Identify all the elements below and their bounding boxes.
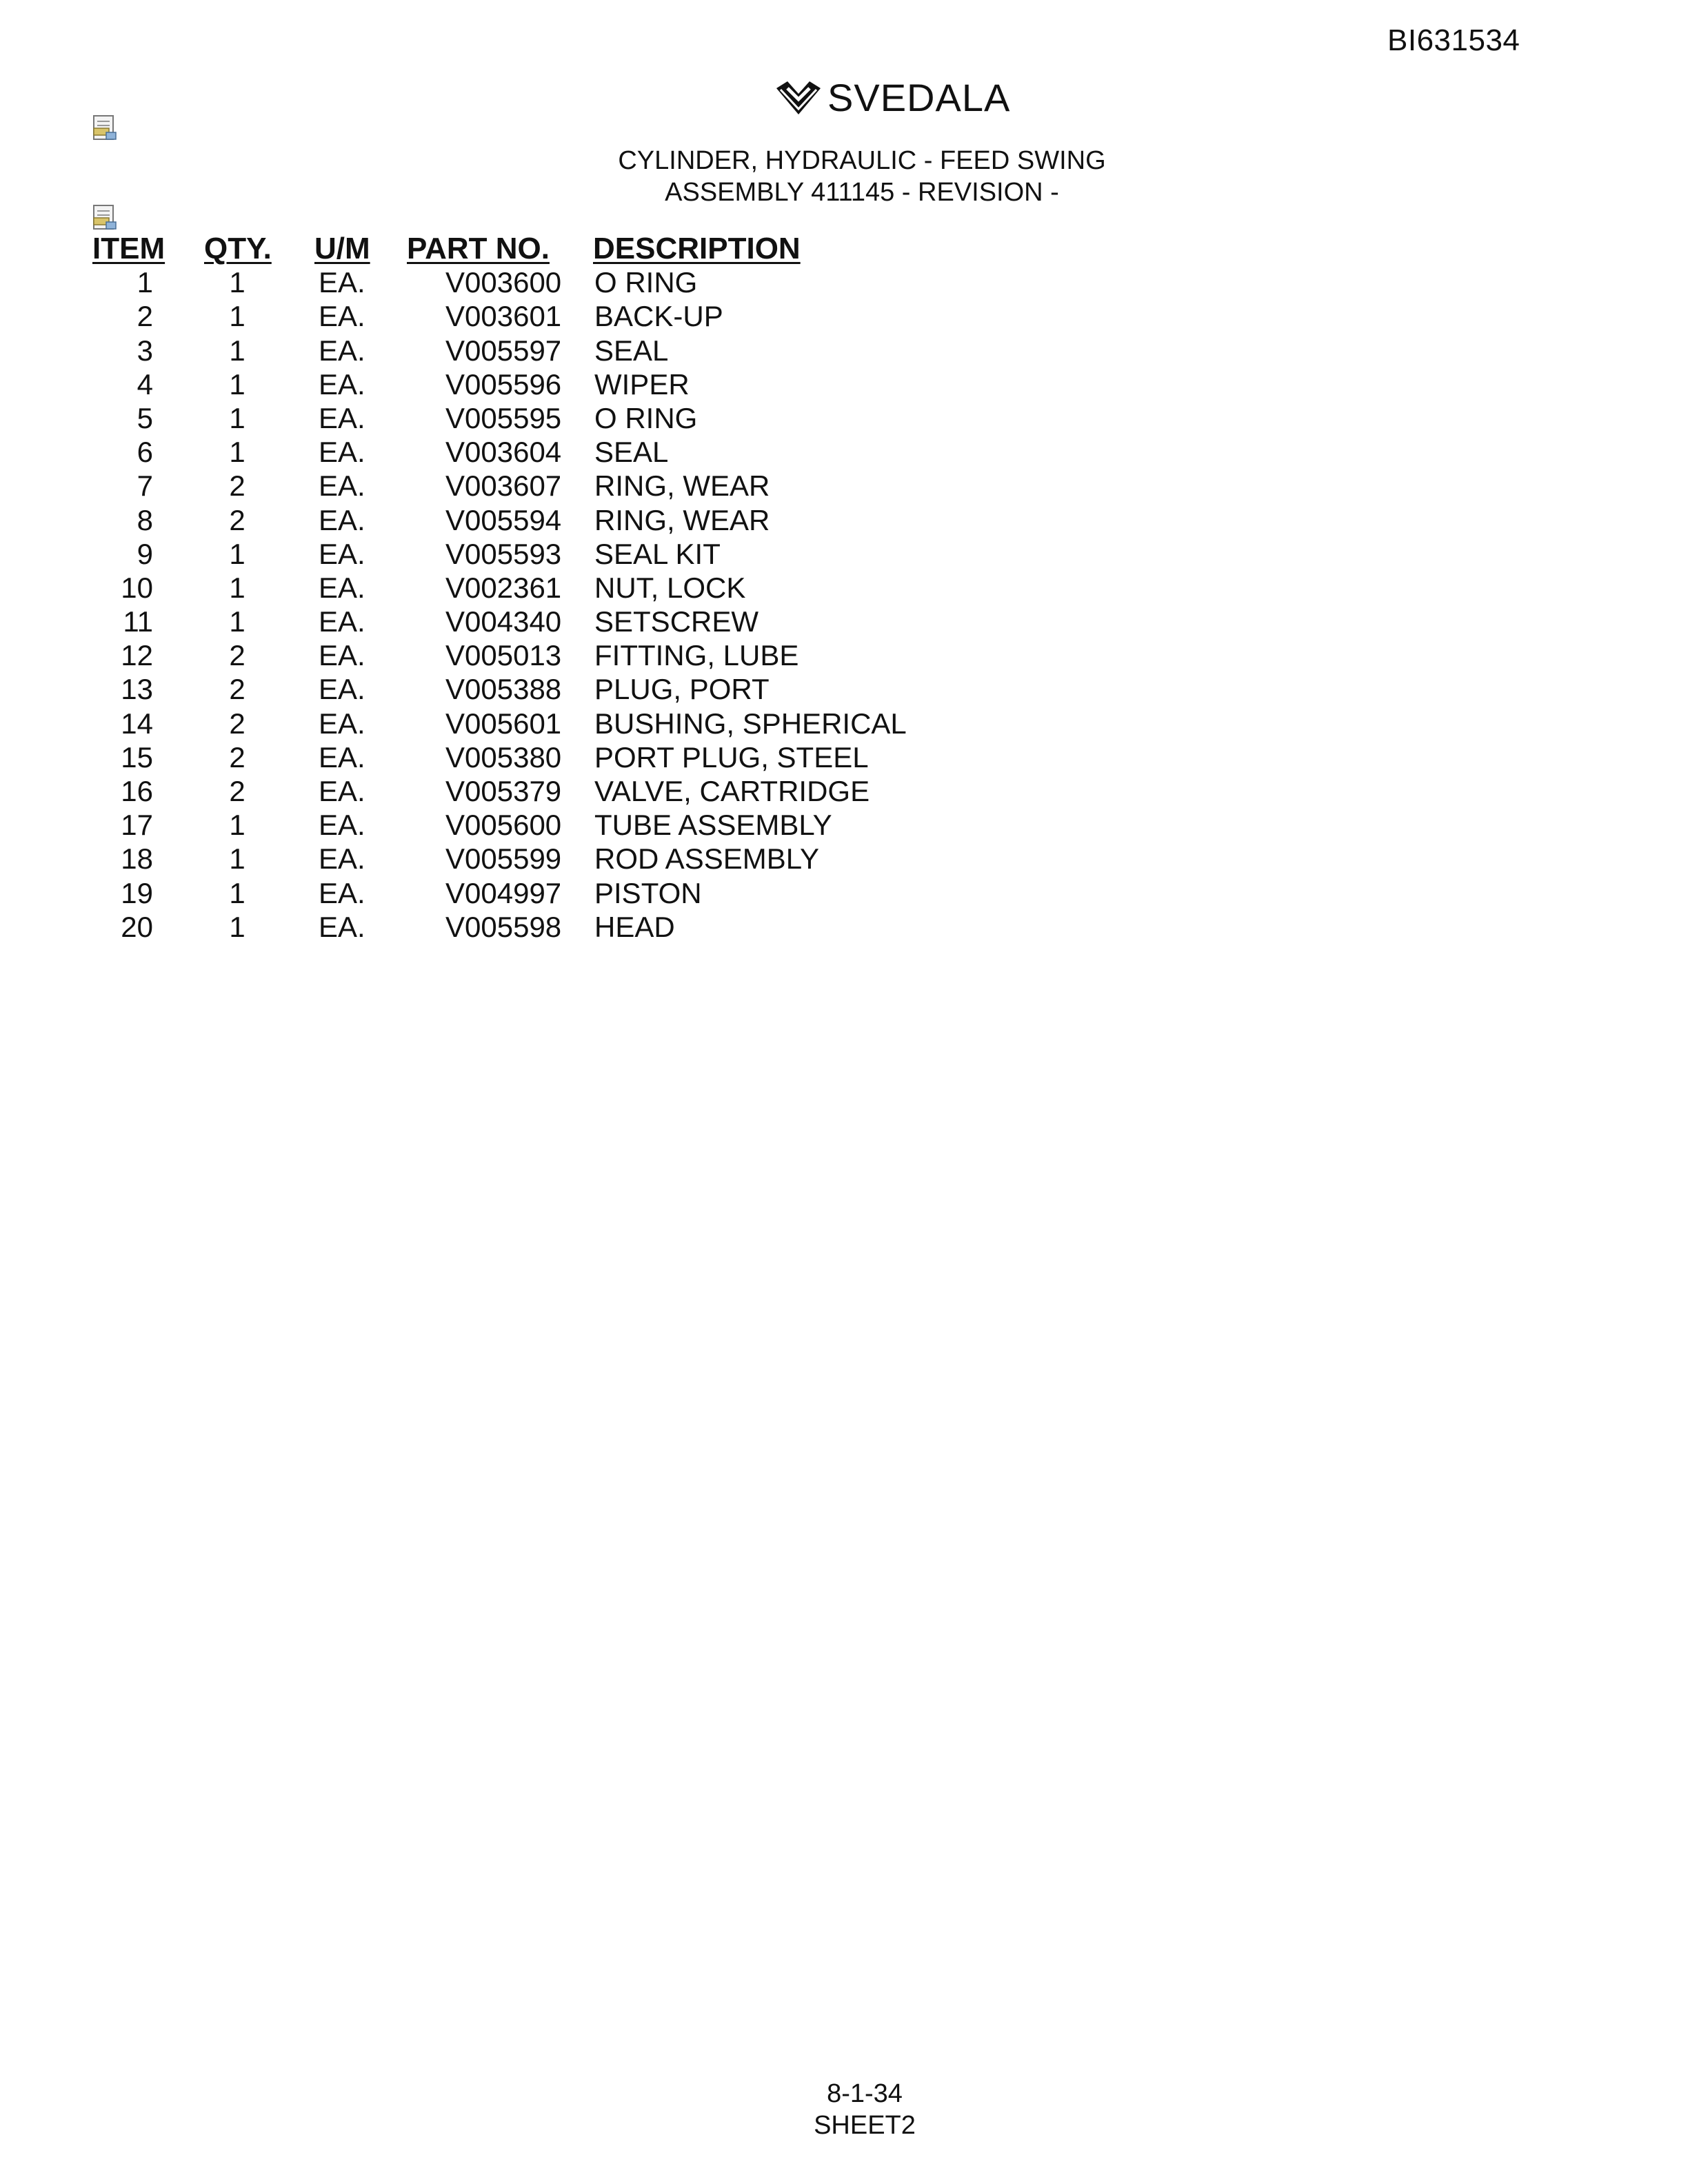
item-number: 9 <box>137 537 153 570</box>
column-header-um: U/M <box>314 232 370 265</box>
item-number: 4 <box>137 367 153 401</box>
quantity: 1 <box>229 367 245 401</box>
item-number: 5 <box>137 401 153 434</box>
item-number: 10 <box>121 571 153 604</box>
item-number: 19 <box>121 876 153 909</box>
unit-of-measure: EA. <box>319 809 365 842</box>
quantity: 1 <box>229 876 245 909</box>
part-number: V004997 <box>445 876 562 909</box>
sheet-number: SHEET2 <box>814 2111 916 2140</box>
description: HEAD <box>594 910 675 943</box>
quantity: 1 <box>229 605 245 638</box>
part-number: V005601 <box>445 707 562 740</box>
column-header-item: ITEM <box>92 232 165 265</box>
unit-of-measure: EA. <box>319 910 365 943</box>
description: VALVE, CARTRIDGE <box>594 775 870 807</box>
quantity: 2 <box>229 707 245 740</box>
item-number: 14 <box>121 707 153 740</box>
description: BUSHING, SPHERICAL <box>594 707 907 740</box>
item-number: 7 <box>137 469 153 503</box>
quantity: 1 <box>229 910 245 943</box>
document-icon <box>91 204 119 232</box>
quantity: 1 <box>229 436 245 469</box>
part-number: V005379 <box>445 775 562 807</box>
description: BACK-UP <box>594 300 723 333</box>
unit-of-measure: EA. <box>319 537 365 570</box>
part-number: V005597 <box>445 334 562 367</box>
quantity: 1 <box>229 571 245 604</box>
title-line-2: ASSEMBLY 411145 - REVISION - <box>665 178 1059 207</box>
svedala-logo <box>774 76 1010 120</box>
unit-of-measure: EA. <box>319 639 365 672</box>
column-header-qty: QTY. <box>204 232 272 265</box>
item-number: 2 <box>137 300 153 333</box>
quantity: 1 <box>229 537 245 570</box>
description: WIPER <box>594 367 690 401</box>
part-number: V005600 <box>445 809 562 842</box>
part-number: V005380 <box>445 740 562 774</box>
part-number: V005594 <box>445 503 562 536</box>
part-number: V005593 <box>445 537 562 570</box>
part-number: V003607 <box>445 469 562 503</box>
quantity: 1 <box>229 266 245 299</box>
description: PLUG, PORT <box>594 673 770 706</box>
page-footer <box>706 2078 1023 2141</box>
logo-mark-icon <box>774 79 823 117</box>
unit-of-measure: EA. <box>319 775 365 807</box>
unit-of-measure: EA. <box>319 436 365 469</box>
title-line-1: CYLINDER, HYDRAULIC - FEED SWING <box>618 146 1106 175</box>
part-number: V005013 <box>445 639 562 672</box>
unit-of-measure: EA. <box>319 876 365 909</box>
item-number: 1 <box>137 266 153 299</box>
column-header-part-no: PART NO. <box>407 232 550 265</box>
unit-of-measure: EA. <box>319 503 365 536</box>
item-number: 6 <box>137 436 153 469</box>
unit-of-measure: EA. <box>319 605 365 638</box>
quantity: 2 <box>229 503 245 536</box>
item-number: 20 <box>121 910 153 943</box>
item-number: 11 <box>123 605 153 638</box>
unit-of-measure: EA. <box>319 334 365 367</box>
description: SEAL KIT <box>594 537 721 570</box>
quantity: 2 <box>229 775 245 807</box>
quantity: 1 <box>229 334 245 367</box>
unit-of-measure: EA. <box>319 401 365 434</box>
item-number: 3 <box>137 334 153 367</box>
quantity: 1 <box>229 401 245 434</box>
description: SEAL <box>594 334 669 367</box>
column-header-description: DESCRIPTION <box>593 232 801 265</box>
description: RING, WEAR <box>594 503 770 536</box>
item-number: 15 <box>121 740 153 774</box>
unit-of-measure: EA. <box>319 266 365 299</box>
quantity: 1 <box>229 842 245 876</box>
part-number: V005388 <box>445 673 562 706</box>
quantity: 2 <box>229 740 245 774</box>
description: RING, WEAR <box>594 469 770 503</box>
unit-of-measure: EA. <box>319 469 365 503</box>
part-number: V003600 <box>445 266 562 299</box>
unit-of-measure: EA. <box>319 367 365 401</box>
description: O RING <box>594 401 698 434</box>
unit-of-measure: EA. <box>319 740 365 774</box>
description: SEAL <box>594 436 669 469</box>
description: ROD ASSEMBLY <box>594 842 819 876</box>
part-number: V003604 <box>445 436 562 469</box>
part-number: V004340 <box>445 605 562 638</box>
document-id: BI631534 <box>1387 23 1520 57</box>
item-number: 13 <box>121 673 153 706</box>
item-number: 16 <box>121 775 153 807</box>
quantity: 2 <box>229 469 245 503</box>
part-number: V005598 <box>445 910 562 943</box>
page-reference: 8-1-34 <box>827 2079 903 2108</box>
quantity: 2 <box>229 673 245 706</box>
unit-of-measure: EA. <box>319 842 365 876</box>
description: TUBE ASSEMBLY <box>594 809 832 842</box>
logo-text: SVEDALA <box>827 76 1011 119</box>
description: PORT PLUG, STEEL <box>594 740 869 774</box>
item-number: 17 <box>121 809 153 842</box>
unit-of-measure: EA. <box>319 673 365 706</box>
quantity: 1 <box>229 809 245 842</box>
quantity: 1 <box>229 300 245 333</box>
part-number: V005596 <box>445 367 562 401</box>
part-number: V005595 <box>445 401 562 434</box>
unit-of-measure: EA. <box>319 707 365 740</box>
description: SETSCREW <box>594 605 759 638</box>
item-number: 8 <box>137 503 153 536</box>
quantity: 2 <box>229 639 245 672</box>
item-number: 12 <box>121 639 153 672</box>
description: FITTING, LUBE <box>594 639 799 672</box>
description: NUT, LOCK <box>594 571 746 604</box>
document-icon <box>91 114 119 142</box>
unit-of-measure: EA. <box>319 571 365 604</box>
item-number: 18 <box>121 842 153 876</box>
document-title <box>552 145 1172 208</box>
description: PISTON <box>594 876 702 909</box>
description: O RING <box>594 266 698 299</box>
part-number: V003601 <box>445 300 562 333</box>
part-number: V002361 <box>445 571 562 604</box>
part-number: V005599 <box>445 842 562 876</box>
unit-of-measure: EA. <box>319 300 365 333</box>
